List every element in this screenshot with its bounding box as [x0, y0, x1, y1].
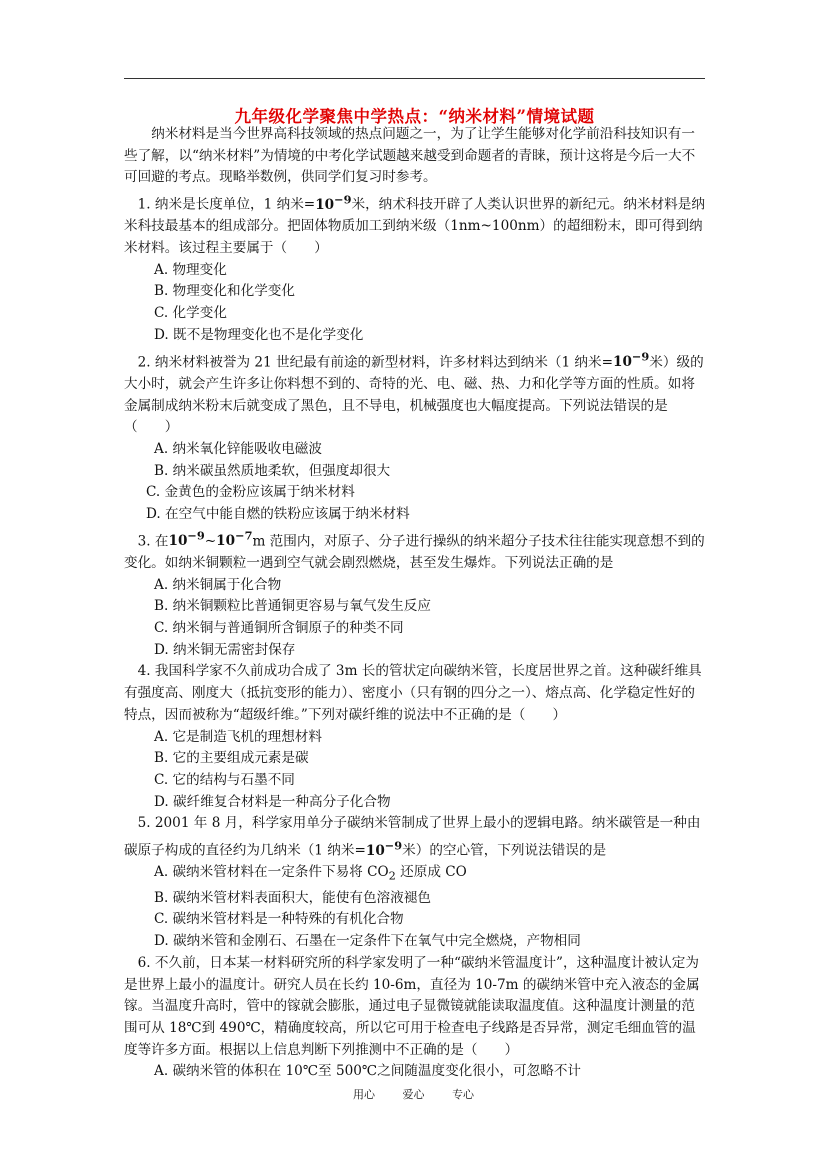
footer-word: 用心: [353, 1088, 375, 1101]
q3-text-b: m 范围内，对原子、分子进行操纵的纳米超分子技术往往能实现意想不到的变化。如纳米铜颗粒一遇到空气就会剧烈燃烧，甚至发生爆炸。下列说法正确的是: [124, 533, 705, 571]
question-2: [124, 347, 705, 439]
q5-text-b: 米）的空心管，下列说法错误的是: [402, 842, 607, 859]
q5-option: B. 碳纳米管材料表面积大，能使有色溶液褪色: [154, 889, 431, 906]
q3-text-a: 3. 在: [137, 533, 169, 550]
page-title: 九年级化学聚焦中学热点：“纳米材料”情境试题: [234, 107, 595, 126]
q5-text-a: 5. 2001 年 8 月，科学家用单分子碳纳米管制成了世界上最小的逻辑电路。纳米碳管是一种由碳原子构成的直径约为几纳米（1 纳米=: [124, 815, 701, 859]
q3-option: D. 纳米铜无需密封保存: [154, 641, 296, 658]
q3-power-1: $10^{-9}$: [168, 528, 205, 550]
q3-power-2: $10^{-7}$: [216, 528, 253, 550]
question-6: 6. 不久前，日本某一材料研究所的科学家发明了一种“碳纳米管温度计”，这种温度计被认定为是世界上最小的温度计。研究人员在长约 10-6m，直径为 10-7m 的碳纳米管中充入液态的金属镓。当温度升高时，管中的镓就会膨胀，通过电子显微镜就能读取温度值。这种温度计测量的范围可从 18℃到 490℃，精确度较高，所以它可用于检查电子线路是否异常，测定毛细血管的温度等许多方面。根据以上信息判断下列推测中不正确的是（ ）: [124, 954, 700, 1058]
q4-option: C. 它的结构与石墨不同: [154, 771, 295, 788]
header-rule: [124, 78, 705, 79]
q3-option: C. 纳米铜与普通铜所含铜原子的种类不同: [154, 620, 404, 637]
question-5: [124, 813, 705, 862]
q5-option: D. 碳纳米管和金刚石、石墨在一定条件下在氧气中完全燃烧，产物相同: [154, 933, 581, 950]
question-1: [124, 189, 705, 260]
q1-power: $10^{-9}$: [315, 192, 352, 213]
q6-option: A. 碳纳米管的体积在 10℃至 500℃之间随温度变化很小，可忽略不计: [154, 1063, 582, 1080]
document-body: [124, 124, 705, 1083]
q4-option: D. 碳纤维复合材料是一种高分子化合物: [154, 793, 391, 810]
q2-option: B. 纳米碳虽然质地柔软，但强度却很大: [154, 462, 391, 479]
page-footer: [0, 1086, 827, 1102]
q3-option: A. 纳米铜属于化合物: [154, 576, 282, 593]
q1-option: B. 物理变化和化学变化: [154, 283, 295, 300]
footer-word: 爱心: [402, 1088, 425, 1101]
q5-option: A. 碳纳米管材料在一定条件下易将 $CO_2$ 还原成 CO: [154, 864, 467, 884]
q1-text-b: 米，纳术科技开辟了人类认识世界的新纪元。纳米材料是纳米科技最基本的组成部分。把固体物质加工到纳米级（1nm~100nm）的超细粉末，即可得到纳米材料。该过程主要属于（ ）: [124, 196, 705, 257]
q1-text-a: 1. 纳米是长度单位，1 纳米=: [137, 196, 316, 213]
q2-text-a: 2. 纳米材料被誉为 21 世纪最有前途的新型材料，许多材料达到纳米（1 纳米=: [137, 354, 613, 371]
q3-tilde: ~: [204, 533, 217, 550]
q2-text-b: 米）级的大小时，就会产生许多让你料想不到的、奇特的光、电、磁、热、力和化学等方面的性质。如将金属制成纳米粉末后就变成了黑色，且不导电，机械强度也大幅度提高。下列说法错误的是（ ）: [124, 354, 704, 436]
q5-option: C. 碳纳米管材料是一种特殊的有机化合物: [154, 911, 404, 928]
question-3: [124, 526, 705, 575]
q1-option: D. 既不是物理变化也不是化学变化: [154, 326, 364, 343]
footer-word: 专心: [452, 1088, 474, 1101]
q4-option: A. 它是制造飞机的理想材料: [154, 728, 322, 745]
q5-power: $10^{-9}$: [365, 838, 403, 859]
question-4: 4. 我国科学家不久前成功合成了 3m 长的管状定向碳纳米管，长度居世界之首。这种碳纤维具有强度高、刚度大（抵抗变形的能力）、密度小（只有钢的四分之一）、熔点高、化学稳定性好的特点，因而被称为“超级纤维。”下列对碳纤维的说法中不正确的是（ ）: [124, 663, 702, 723]
q2-option: A. 纳米氧化锌能吸收电磁波: [154, 440, 322, 457]
q2-option: D. 在空气中能自燃的铁粉应该属于纳米材料: [146, 506, 410, 523]
q2-option: C. 金黄色的金粉应该属于纳米材料: [146, 484, 355, 501]
q3-option: B. 纳米铜颗粒比普通铜更容易与氧气发生反应: [154, 598, 431, 615]
q4-option: B. 它的主要组成元素是碳: [154, 750, 309, 767]
q1-option: C. 化学变化: [154, 305, 227, 322]
q2-power: $10^{-9}$: [613, 349, 650, 371]
intro-paragraph: 纳米材料是当今世界高科技领域的热点问题之一，为了让学生能够对化学前沿科技知识有一些了解，以“纳米材料”为情境的中考化学试题越来越受到命题者的青睐，预计这将是今后一大不可回避的考点。现略举数例，供同学们复习时参考。: [124, 126, 696, 186]
q1-option: A. 物理变化: [154, 261, 227, 278]
